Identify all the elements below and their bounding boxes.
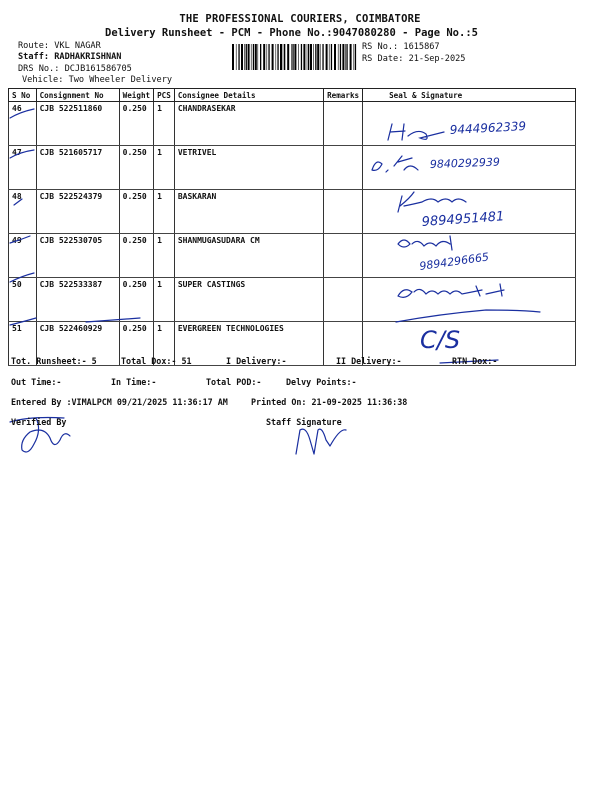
cell-pcs: 1 <box>154 278 175 322</box>
cell-pcs: 1 <box>154 234 175 278</box>
col-consignment: Consignment No <box>36 89 119 102</box>
col-signature: Seal & Signature <box>363 89 576 102</box>
cell-consignment: CJB 522524379 <box>36 190 119 234</box>
cell-sno: 48 <box>9 190 37 234</box>
cell-sno: 47 <box>9 146 37 190</box>
cell-pcs: 1 <box>154 322 175 366</box>
drs-number: DRS No.: DCJB161586705 <box>18 64 132 74</box>
cell-consignee: CHANDRASEKAR <box>174 102 323 146</box>
signature-scribble <box>388 124 444 140</box>
cell-consignment: CJB 522533387 <box>36 278 119 322</box>
out-time: Out Time:- <box>11 377 62 387</box>
delvy-points: Delvy Points:- <box>286 377 357 387</box>
cell-sno: 50 <box>9 278 37 322</box>
cell-sno: 46 <box>9 102 37 146</box>
vehicle-label: Vehicle: Two Wheeler Delivery <box>22 75 173 85</box>
cell-consignee: VETRIVEL <box>174 146 323 190</box>
rtn-dox: RTN Dox:- <box>452 356 498 366</box>
runsheet-title: Delivery Runsheet - PCM - Phone No.:9047080280 - Page No.:5 <box>105 27 478 39</box>
cell-consignee: EVERGREEN TECHNOLOGIES <box>174 322 323 366</box>
cell-consignment: CJB 521605717 <box>36 146 119 190</box>
cell-consignment: CJB 522460929 <box>36 322 119 366</box>
rs-date: RS Date: 21-Sep-2025 <box>362 54 466 64</box>
cell-weight: 0.250 <box>119 322 153 366</box>
cs-mark: C/S <box>420 326 461 354</box>
staff-signature <box>296 429 346 454</box>
phone-46: 9444962339 <box>449 119 527 137</box>
total-pod: Total POD:- <box>206 377 262 387</box>
printed-on: Printed On: 21-09-2025 11:36:38 <box>251 397 408 407</box>
cell-pcs: 1 <box>154 102 175 146</box>
i-delivery: I Delivery:- <box>226 356 287 366</box>
rs-number: RS No.: 1615867 <box>362 42 440 52</box>
col-pcs: PCS <box>154 89 175 102</box>
tot-runsheet: Tot. Runsheet:- 5 <box>11 356 97 366</box>
phone-49: 9894296665 <box>418 250 490 273</box>
company-title: THE PROFESSIONAL COURIERS, COIMBATORE <box>179 13 421 25</box>
cell-consignment: CJB 522511860 <box>36 102 119 146</box>
cell-weight: 0.250 <box>119 190 153 234</box>
ii-delivery: II Delivery:- <box>336 356 402 366</box>
total-dox: Total Dox:- 51 <box>121 356 192 366</box>
route-label: Route: VKL NAGAR <box>18 41 101 51</box>
col-consignee: Consignee Details <box>174 89 323 102</box>
cell-weight: 0.250 <box>119 278 153 322</box>
cell-consignee: BASKARAN <box>174 190 323 234</box>
staff-signature-label: Staff Signature <box>266 417 342 427</box>
cell-weight: 0.250 <box>119 146 153 190</box>
phone-47: 9840292939 <box>429 155 501 171</box>
col-weight: Weight <box>119 89 153 102</box>
cell-weight: 0.250 <box>119 102 153 146</box>
cell-consignment: CJB 522530705 <box>36 234 119 278</box>
staff-label: Staff: RADHAKRISHNAN <box>18 52 122 62</box>
cell-consignee: SUPER CASTINGS <box>174 278 323 322</box>
cell-sno: 51 <box>9 322 37 366</box>
verified-by-label: Verified By <box>11 417 67 427</box>
cell-pcs: 1 <box>154 190 175 234</box>
col-sno: S No <box>9 89 37 102</box>
cell-weight: 0.250 <box>119 234 153 278</box>
tick-mark <box>10 109 34 118</box>
col-remarks: Remarks <box>324 89 363 102</box>
phone-48: 9894951481 <box>421 209 505 230</box>
entered-by: Entered By :VIMALPCM 09/21/2025 11:36:17 AM <box>11 397 228 407</box>
in-time: In Time:- <box>111 377 157 387</box>
cell-sno: 49 <box>9 234 37 278</box>
cell-pcs: 1 <box>154 146 175 190</box>
cell-consignee: SHANMUGASUDARA CM <box>174 234 323 278</box>
